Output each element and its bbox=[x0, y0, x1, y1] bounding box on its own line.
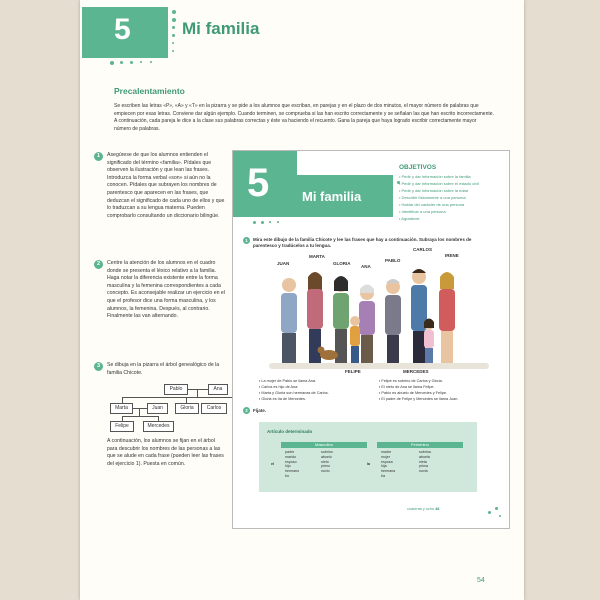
tree-node-pablo: Pablo bbox=[164, 384, 188, 395]
step3-followup: A continuación, los alumnos se fijan en el árbol para descubrir los nombres de las personas a las que se alude en cada frase (pueden leer las frases del ejercicio 1). Puesta en común. bbox=[107, 438, 224, 467]
unit-number: 5 bbox=[114, 13, 131, 46]
masculine-col2: sobrino abuelo nieto primo novio bbox=[321, 450, 333, 474]
objective-item: • Pedir y dar información sobre la edad bbox=[399, 188, 468, 193]
objective-item: • Describir físicamente a una persona bbox=[399, 195, 466, 200]
unit-title: Mi familia bbox=[182, 19, 260, 38]
objectives-title: OBJETIVOS bbox=[399, 164, 437, 171]
feminine-col2: sobrina abuela nieta prima novia bbox=[419, 450, 431, 474]
task-number: 2 bbox=[243, 407, 250, 414]
name-label-pablo: PABLO bbox=[385, 258, 401, 263]
article-feminine: la bbox=[367, 462, 370, 466]
name-label-marta: MARTA bbox=[309, 254, 325, 259]
figure-carlos bbox=[411, 269, 427, 363]
objective-item: • Pedir y dar información sobre el estado civil bbox=[399, 181, 479, 186]
figure-juan bbox=[281, 278, 297, 363]
figure-felipe bbox=[350, 316, 360, 363]
figure-gloria bbox=[333, 276, 349, 363]
feminine-header: Femenino bbox=[377, 442, 463, 448]
step-text: Se dibuja en la pizarra el árbol genealógico de la familia Chicote. bbox=[107, 362, 220, 376]
tree-node-ana: Ana bbox=[208, 384, 228, 395]
objective-item: • Hablar del carácter de una persona bbox=[399, 202, 465, 207]
step-number: 2 bbox=[94, 260, 103, 269]
sentence: ▪ Gloria es tía de Mercedes. bbox=[259, 397, 306, 401]
family-illustration bbox=[269, 255, 489, 373]
tree-node-mercedes: Mercedes bbox=[143, 421, 174, 432]
objective-item: • Agradecer bbox=[399, 216, 420, 221]
name-label-irene: IRENE bbox=[445, 253, 459, 258]
step-text: Centre la atención de los alumnos en el cuadro donde se presenta el léxico relativo a la familia. Haga notar la diferencia existente entre la forma masculina y la femenina correspondientes a cada concepto. Es aconsejable realizar un ejercicio en el que el profesor dice una forma masculina, y los alumnos, la femenina. Después, al contrario. Finalmente las van alternando. bbox=[107, 260, 225, 320]
warmup-paragraph: A continuación, cada pareja le dice a la clase sus palabras correctas y éste va haciendo el recuento. Gana la pareja que haya logrado escribir correctamente mayor número de palabras. bbox=[114, 118, 477, 132]
name-label-mercedes: MERCEDES bbox=[403, 369, 429, 374]
masculine-header: Masculino bbox=[281, 442, 367, 448]
book-page-footer: cuarenta y ocho 48 bbox=[407, 507, 440, 511]
name-label-carlos: CARLOS bbox=[413, 247, 432, 252]
sentence: ▪ El padre de Felipe y Mercedes se llama Juan. bbox=[379, 397, 459, 401]
masculine-col1: padre marido esposo hijo hermano tío bbox=[285, 450, 300, 478]
article-table bbox=[259, 422, 477, 492]
name-label-gloria: GLORIA bbox=[333, 261, 351, 266]
page-number: 54 bbox=[477, 577, 485, 584]
figure-irene bbox=[439, 272, 455, 363]
task-number: 1 bbox=[243, 237, 250, 244]
article-table-title: Artículo determinado bbox=[267, 429, 313, 434]
sentence: ▪ Pablo es abuelo de Mercedes y Felipe. bbox=[379, 391, 448, 395]
task2-instruction: Fíjate. bbox=[253, 408, 267, 413]
objective-item: • Identificar a una persona bbox=[399, 209, 446, 214]
sentence: ▪ Carlos es hijo de Ana. bbox=[259, 385, 299, 389]
tree-node-carlos: Carlos bbox=[201, 403, 227, 414]
tree-node-marta: Marta bbox=[110, 403, 133, 414]
tree-node-juan: Juan bbox=[147, 403, 168, 414]
tree-node-gloria: Gloria bbox=[175, 403, 199, 414]
figure-mercedes bbox=[424, 319, 434, 364]
tree-node-felipe: Felipe bbox=[110, 421, 134, 432]
warmup-paragraph: Se escriben las letras «P», «A» y «T» en la pizarra y se pide a los alumnos que escriban, en parejas y en el plazo de dos minutos, el mayor número de palabras que empiecen por esas letras. Conviene dar algún ejemplo. Cuando terminen, se comprueba si las han escrito correctamente y se señalan las que han escrito incorrectamente. bbox=[114, 103, 494, 117]
figure-ana bbox=[359, 285, 375, 364]
step-number: 1 bbox=[94, 152, 103, 161]
student-book-page bbox=[232, 150, 510, 529]
step-text: Asegúrese de que los alumnos entienden el significado del término «familia». Pídales que observen la ilustración y que lean las frases. Introduzca la forma verbal «son» si aún no la conocen. Pídales que subrayen los nombres de parentesco que aparecen en las frases, que deduzcan el significado de cada uno de ellos y que lo traduzcan a su lengua materna. Pueden comprobarlo consultando un diccionario bilingüe. bbox=[107, 152, 225, 219]
book-unit-number-box bbox=[233, 151, 297, 217]
guide-page bbox=[80, 0, 524, 600]
unit-number-box bbox=[82, 7, 168, 58]
sentence: ▪ La mujer de Pablo se llama Ana. bbox=[259, 379, 317, 383]
name-label-ana: ANA bbox=[361, 264, 371, 269]
book-unit-title: Mi familia bbox=[302, 189, 362, 204]
sentence: ▪ Marta y Gloria son hermanas de Carlos. bbox=[259, 391, 329, 395]
article-masculine: el bbox=[271, 462, 274, 466]
warmup-text bbox=[114, 103, 494, 133]
figure-pablo bbox=[385, 279, 401, 363]
objective-item: • Pedir y dar información sobre la familia bbox=[399, 174, 471, 179]
sentence: ▪ El nieto de Ana se llama Felipe. bbox=[379, 385, 435, 389]
name-label-juan: JUAN bbox=[277, 261, 290, 266]
sentence: ▪ Felipe es sobrino de Carlos y Gloria. bbox=[379, 379, 443, 383]
feminine-col1: madre mujer esposa hija hermana tía bbox=[381, 450, 396, 478]
step-number: 3 bbox=[94, 362, 103, 371]
name-label-felipe: FELIPE bbox=[345, 369, 361, 374]
warmup-heading: Precalentamiento bbox=[114, 86, 185, 96]
book-unit-number: 5 bbox=[247, 161, 270, 205]
task1-instruction: Mira este dibujo de la familia Chicote y lee las frases que hay a continuación. Subraya los nombres de parentesco y tradúcelos a tu lengua. bbox=[253, 237, 472, 248]
